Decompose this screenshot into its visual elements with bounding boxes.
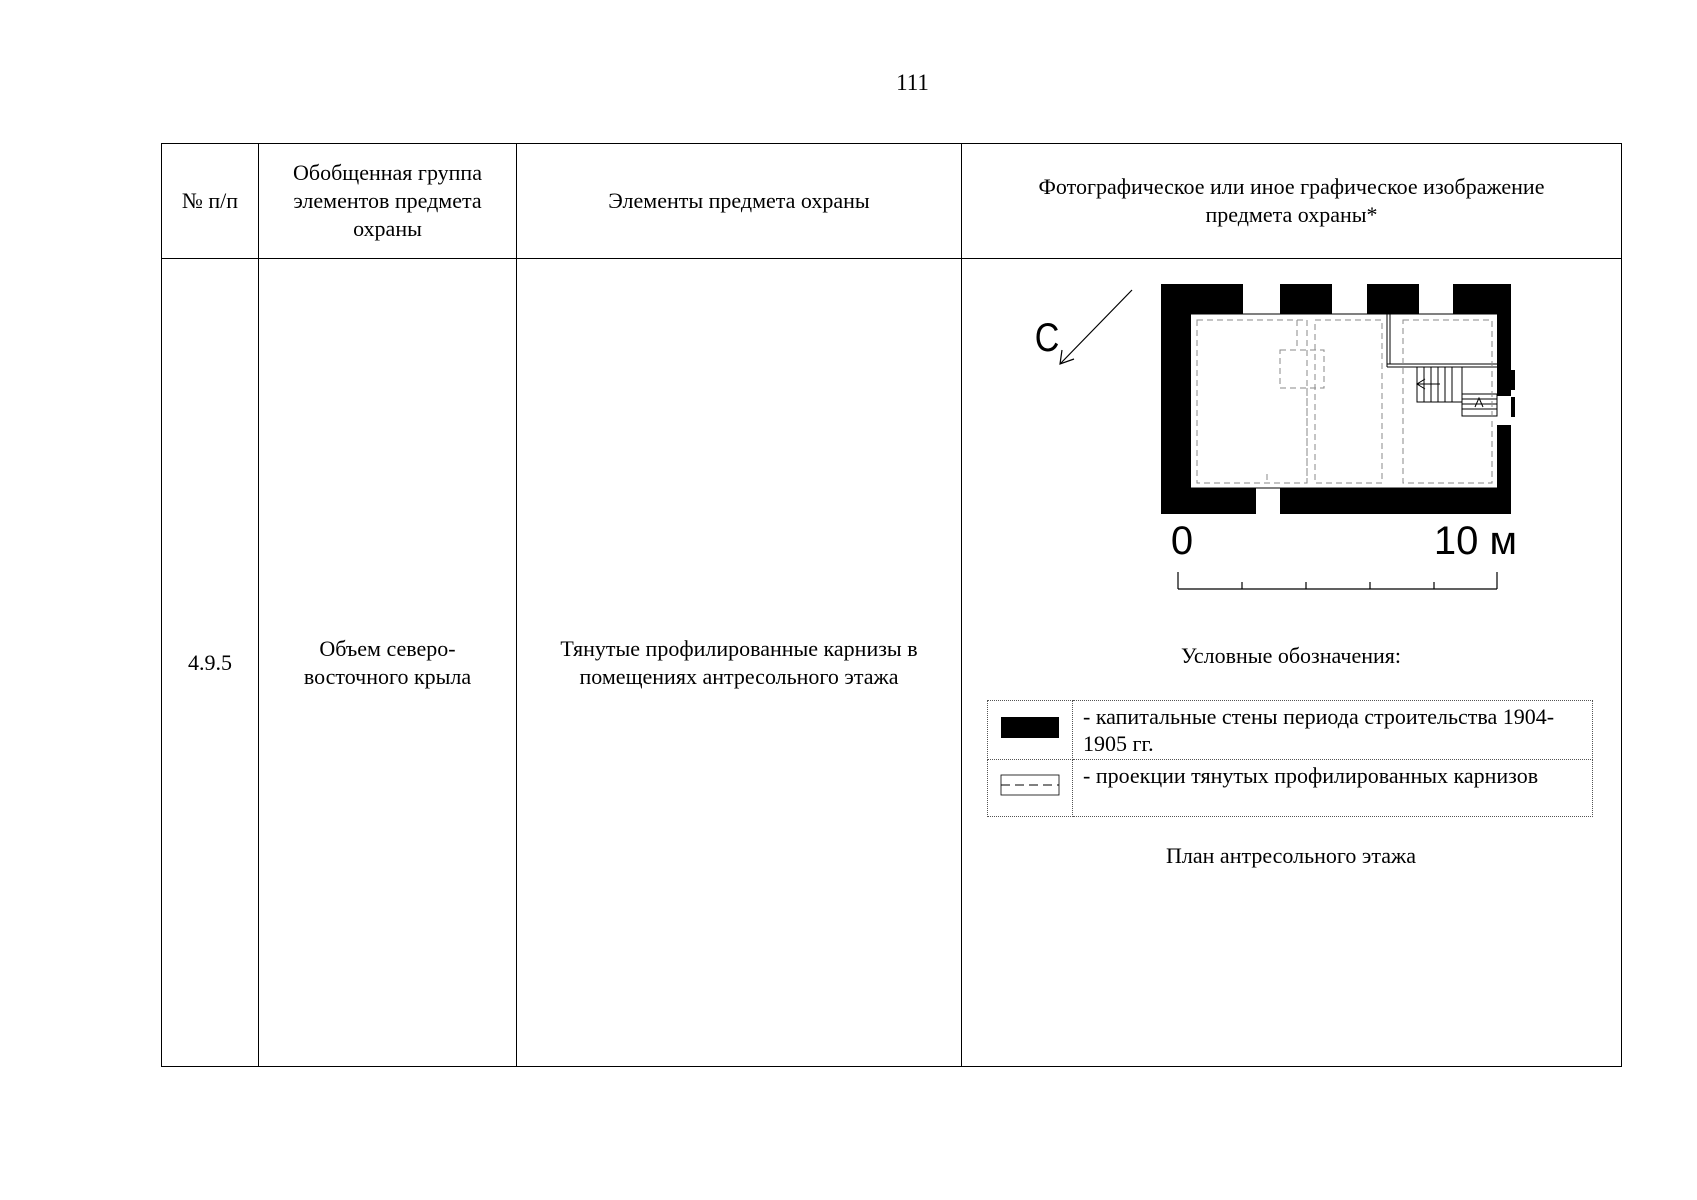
interior-lines [1191, 314, 1497, 488]
legend-item [988, 701, 1593, 760]
legend [987, 700, 1593, 817]
legend-symbol-solid-wall [988, 701, 1073, 760]
legend-symbol-dashed-outline [988, 760, 1073, 817]
row-number: 4.9.5 [162, 259, 259, 1067]
row-group: Объем северо-восточного крыла [259, 259, 517, 1067]
staircase [1417, 367, 1497, 416]
header-number: № п/п [162, 144, 259, 259]
legend-item [988, 760, 1593, 817]
solid-wall-swatch [1001, 717, 1059, 738]
table-row [162, 259, 1622, 1067]
plan-caption: План антресольного этажа [1166, 843, 1416, 868]
scale-bar [1171, 519, 1517, 589]
table-header-row [162, 144, 1622, 259]
north-arrow [1035, 290, 1132, 364]
header-elements: Элементы предмета охраны [517, 144, 962, 259]
header-group: Обобщенная группа элементов предмета охраны [259, 144, 517, 259]
scale-start-label: 0 [1170, 519, 1194, 563]
row-image-cell [962, 259, 1622, 1067]
legend-text: - проекции тянутых профилированных карнизов [1073, 760, 1593, 817]
dashed-outline-swatch [1000, 774, 1060, 796]
scale-end-label: 10 м [1433, 519, 1517, 563]
row-elements: Тянутые профилированные карнизы в помещениях антресольного этажа [517, 259, 962, 1067]
floor-plan-figure [962, 259, 1620, 1065]
legend-text: - капитальные стены периода строительства 1904-1905 гг. [1073, 701, 1593, 760]
north-label: С [1034, 314, 1060, 360]
floor-plan-drawing [962, 259, 1620, 639]
page-number: 111 [896, 70, 929, 95]
legend-title: Условные обозначения: [1180, 643, 1402, 668]
header-image: Фотографическое или иное графическое изображение предмета охраны* [962, 144, 1622, 259]
protection-table [161, 143, 1622, 1067]
